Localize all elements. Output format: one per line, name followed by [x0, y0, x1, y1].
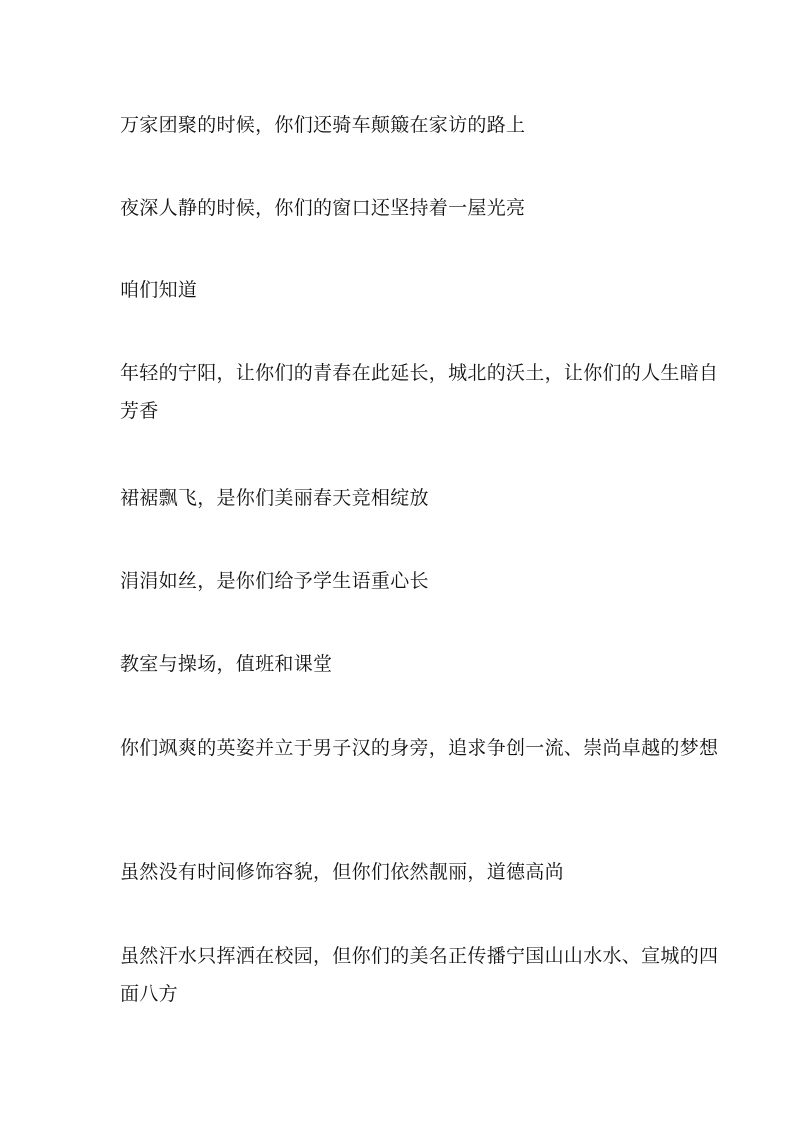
- paragraph: 你们飒爽的英姿并立于男子汉的身旁，追求争创一流、崇尚卓越的梦想: [120, 737, 719, 759]
- paragraph: 咱们知道: [120, 279, 198, 301]
- paragraph: 虽然汗水只挥洒在校园，但你们的美名正传播宁国山山水水、宣城的四面八方: [120, 945, 719, 1005]
- paragraph: 虽然没有时间修饰容貌，但你们依然靓丽，道德高尚: [120, 861, 564, 883]
- paragraph: 涓涓如丝，是你们给予学生语重心长: [120, 570, 429, 592]
- paragraph: 夜深人静的时候，你们的窗口还坚持着一屋光亮: [120, 197, 526, 219]
- paragraph: 年轻的宁阳，让你们的青春在此延长，城北的沃土，让你们的人生暗自芳香: [120, 362, 719, 422]
- paragraph: 教室与操场，值班和课堂: [120, 653, 333, 675]
- paragraph: 万家团聚的时候，你们还骑车颠簸在家访的路上: [120, 114, 526, 136]
- paragraph: 裙裾飘飞，是你们美丽春天竞相绽放: [120, 487, 429, 509]
